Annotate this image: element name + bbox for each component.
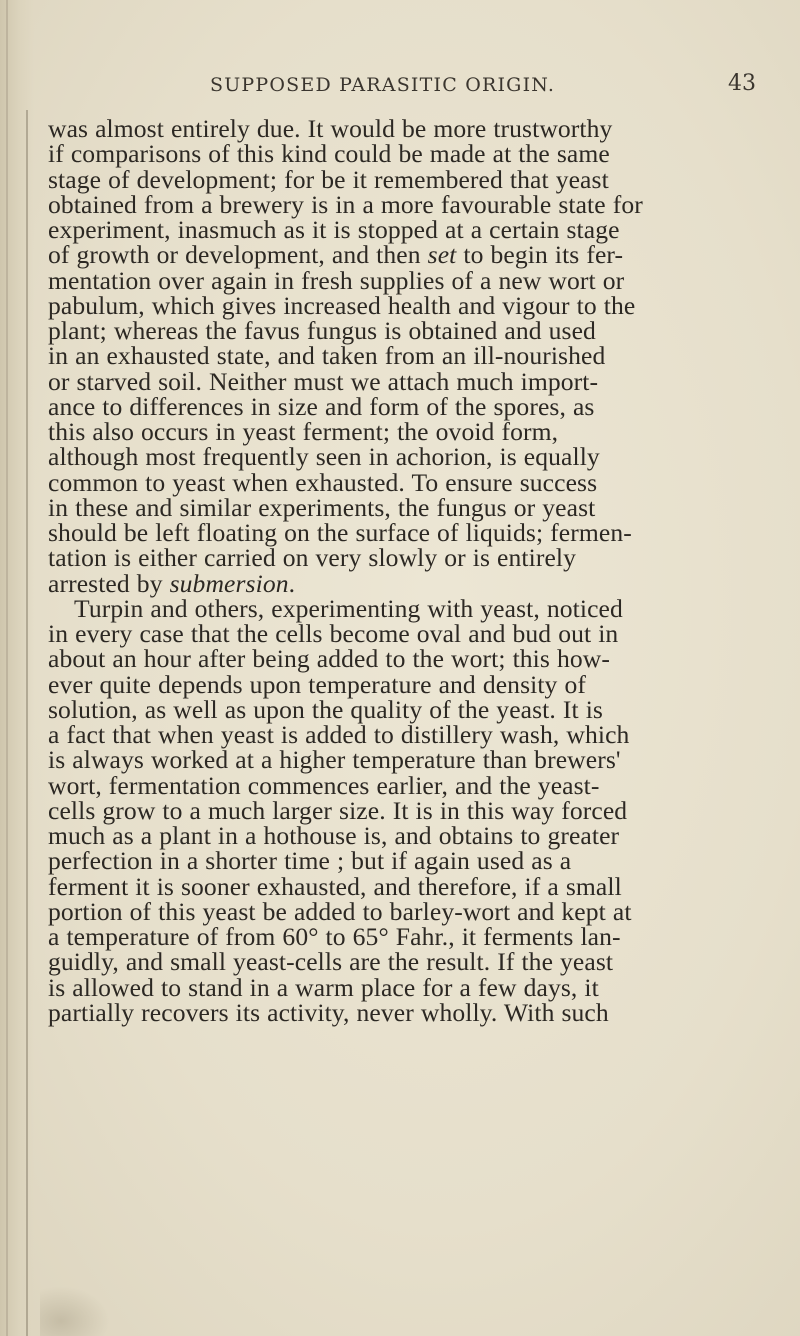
text-line: ferment it is sooner exhausted, and therefore, if a small	[48, 871, 622, 901]
text-line: although most frequently seen in achorion, is equally	[48, 442, 600, 472]
text-line: ance to differences in size and form of the spores, as	[48, 391, 595, 421]
text-line: is always worked at a higher temperature than brewers'	[48, 745, 621, 775]
text-line: ever quite depends upon temperature and density of	[48, 669, 586, 699]
text-line: of growth or development, and then set to begin its fer-	[48, 240, 624, 270]
text-line: solution, as well as upon the quality of the yeast. It is	[48, 694, 603, 724]
text-line: portion of this yeast be added to barley-wort and kept at	[48, 896, 632, 926]
emphasis: set	[427, 240, 457, 270]
text-line: in an exhausted state, and taken from an ill-nourished	[48, 341, 606, 371]
binding-edge	[6, 0, 8, 1336]
text-line-paragraph-start: Turpin and others, experimenting with yeast, noticed	[74, 593, 623, 623]
emphasis: submersion	[169, 568, 289, 598]
text-line: arrested by submersion.	[48, 568, 296, 598]
text-line: a temperature of from 60° to 65° Fahr., it ferments lan-	[48, 922, 621, 951]
text-line: much as a plant in a hothouse is, and obtains to greater	[48, 821, 620, 850]
text-line: common to yeast when exhausted. To ensure success	[48, 467, 598, 497]
margin-rule	[26, 110, 28, 1336]
running-head: SUPPOSED PARASITIC ORIGIN.	[210, 74, 556, 96]
page-stain	[40, 1286, 110, 1336]
text-line: in every case that the cells become oval and bud out in	[48, 619, 619, 648]
text-line: this also occurs in yeast ferment; the ovoid form,	[48, 417, 559, 446]
text-line: cells grow to a much larger size. It is in this way forced	[48, 795, 628, 825]
text-line: perfection in a shorter time ; but if again used as a	[48, 846, 572, 876]
text-line: if comparisons of this kind could be made at the same	[48, 139, 610, 169]
text-line: stage of development; for be it remembered that yeast	[48, 164, 609, 194]
text-line: wort, fermentation commences earlier, and the yeast-	[48, 770, 600, 800]
text-line: in these and similar experiments, the fungus or yeast	[48, 492, 596, 522]
text-line: guidly, and small yeast-cells are the result. If the yeast	[48, 947, 614, 977]
text-line: a fact that when yeast is added to distillery wash, which	[48, 720, 630, 749]
text-line: plant; whereas the favus fungus is obtained and used	[48, 316, 596, 345]
text-line: about an hour after being added to the wort; this how-	[48, 644, 610, 674]
text-line: pabulum, which gives increased health and vigour to the	[48, 290, 636, 320]
text-line: is allowed to stand in a warm place for a few days, it	[48, 972, 599, 1002]
text-line: or starved soil. Neither must we attach much import-	[48, 366, 599, 396]
body-text	[48, 116, 768, 1025]
text-line: should be left floating on the surface of liquids; fermen-	[48, 518, 632, 547]
text-line: experiment, inasmuch as it is stopped at a certain stage	[48, 215, 620, 244]
text-line: tation is either carried on very slowly or is entirely	[48, 543, 577, 573]
text-line: mentation over again in fresh supplies of a new wort or	[48, 265, 625, 295]
text-line: obtained from a brewery is in a more favourable state for	[48, 189, 643, 219]
text-line: was almost entirely due. It would be more trustworthy	[48, 114, 613, 143]
text-line: partially recovers its activity, never wholly. With such	[48, 997, 609, 1027]
page-number: 43	[728, 71, 756, 96]
